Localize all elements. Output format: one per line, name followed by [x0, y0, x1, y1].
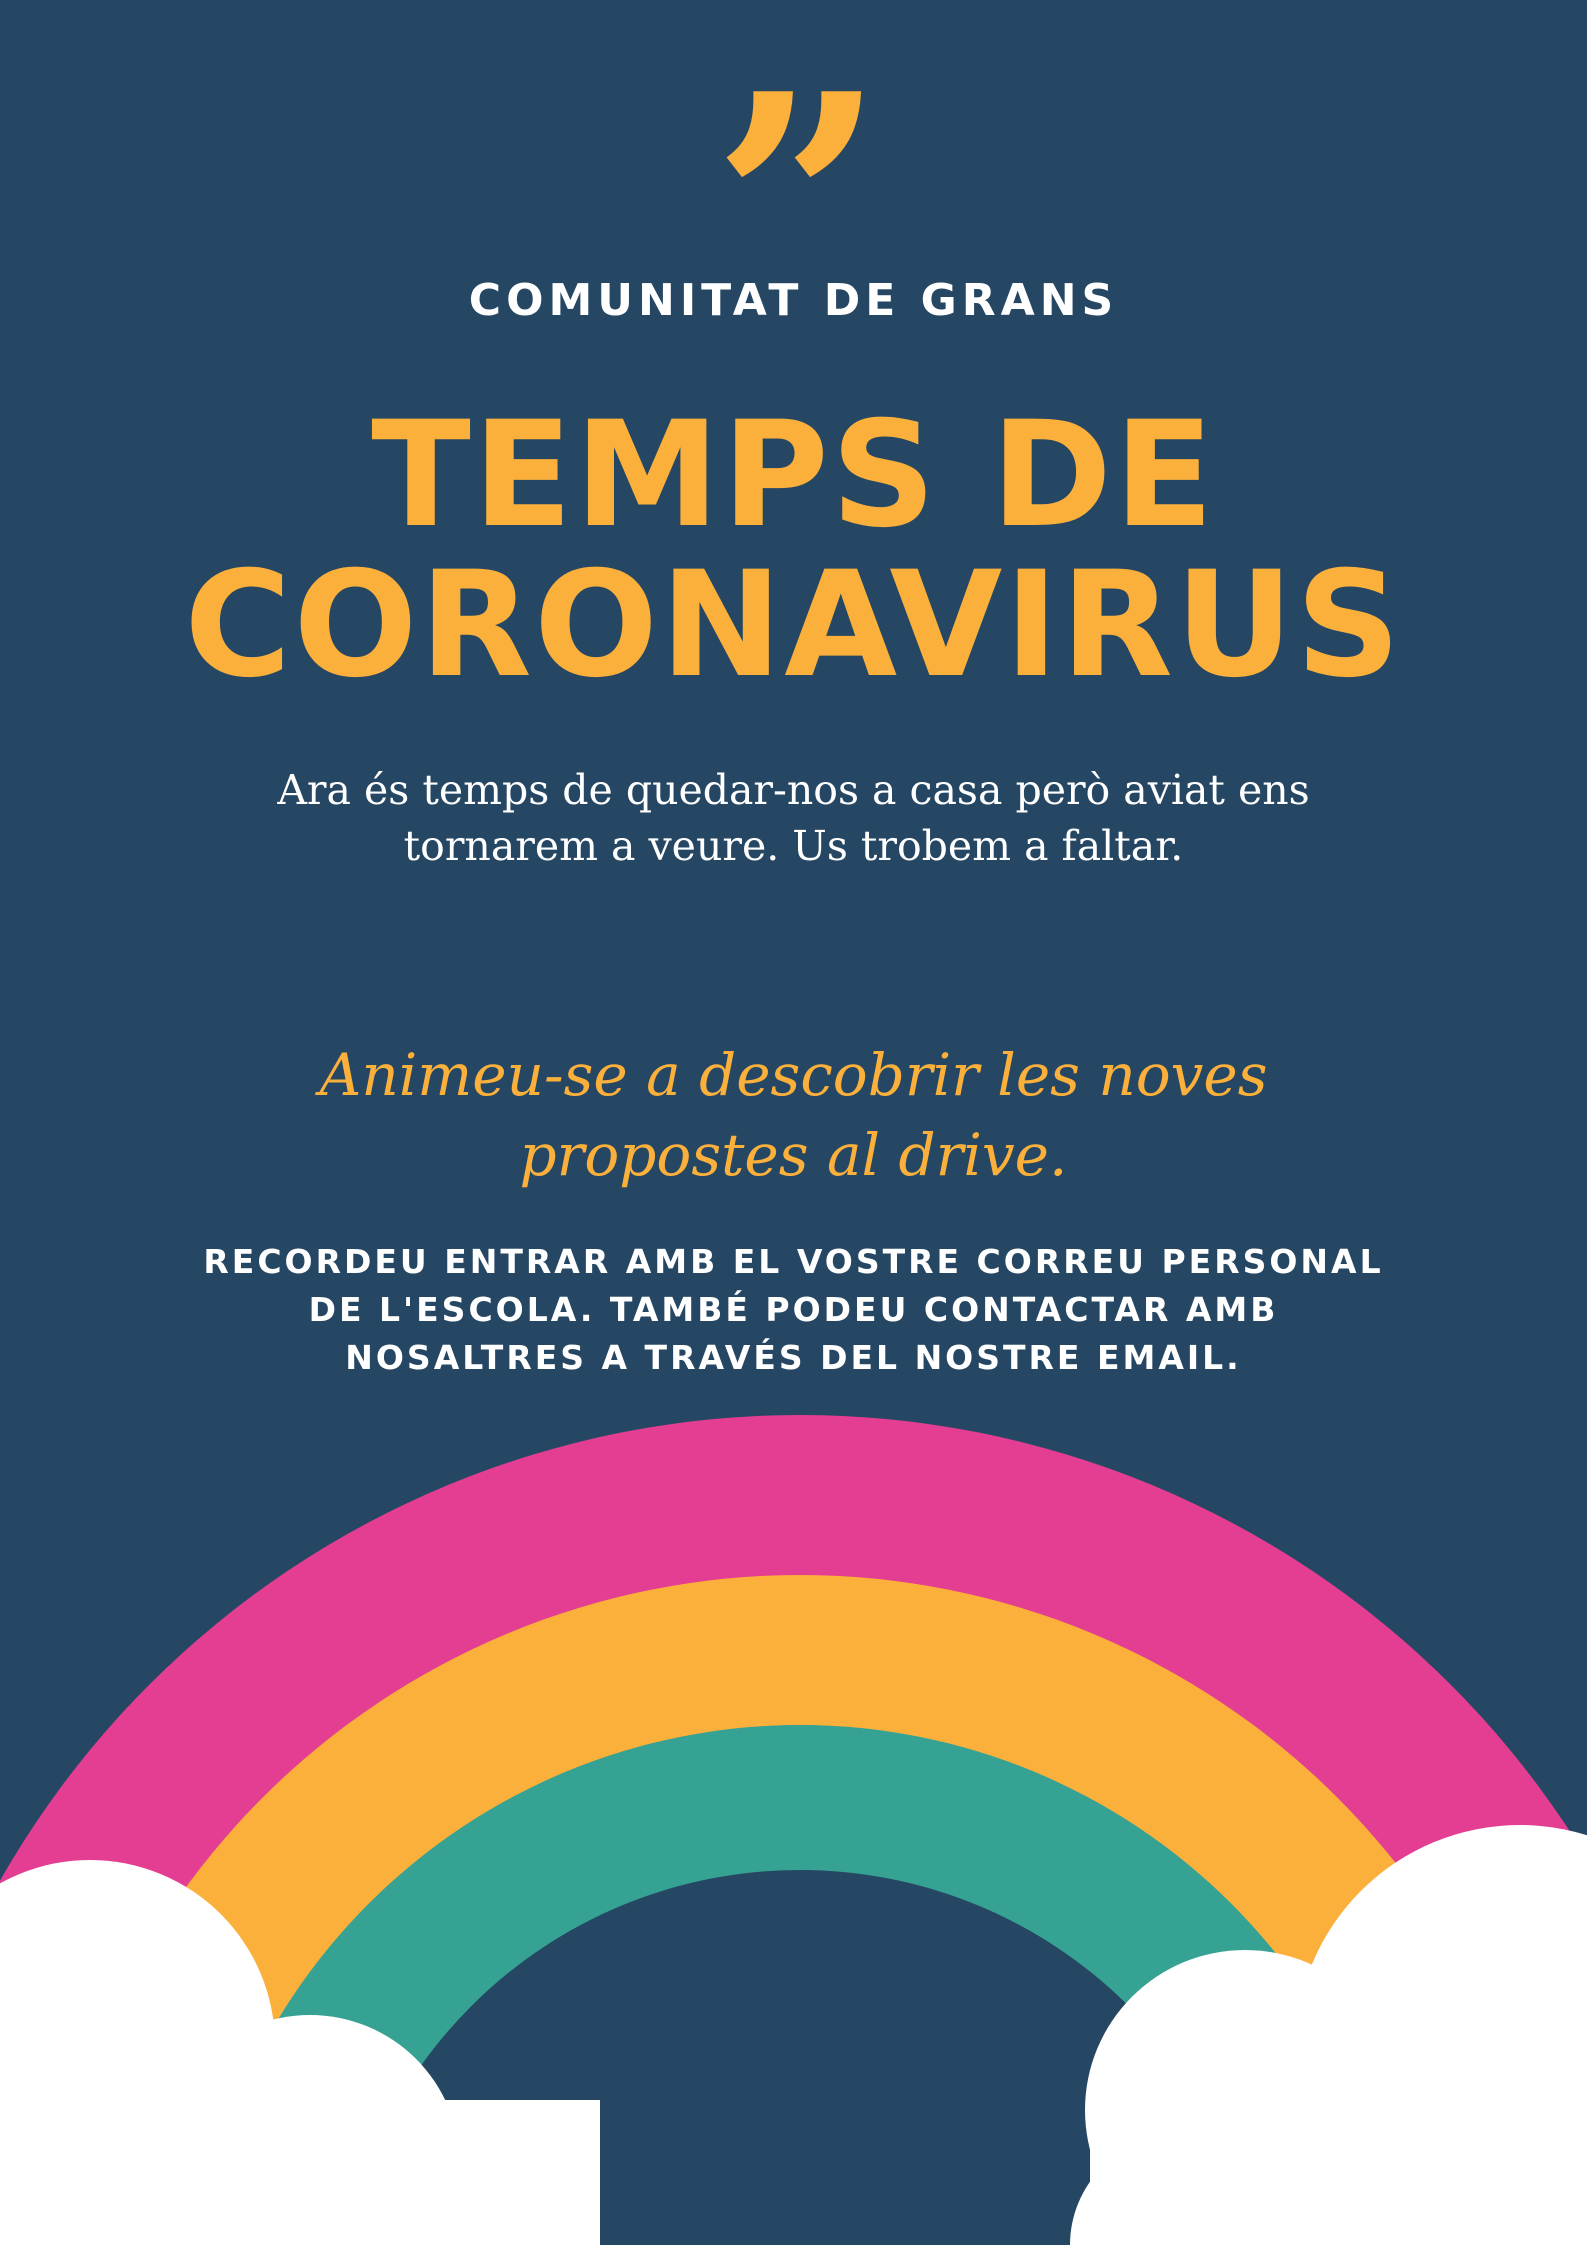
reminder-line-1: RECORDEU ENTRAR AMB EL VOSTRE CORREU PERSONAL [203, 1242, 1384, 1281]
body-line-1: Ara és temps de quedar-nos a casa però aviat ens [277, 766, 1310, 814]
invitation-line-2: propostes al drive. [519, 1121, 1068, 1189]
invitation-line-1: Animeu-se a descobrir les noves [319, 1041, 1268, 1109]
title-line-2: CORONAVIRUS [184, 540, 1403, 710]
kicker-text: COMUNITAT DE GRANS [468, 275, 1119, 326]
title-line-1: TEMPS DE [371, 390, 1216, 560]
reminder-line-2: DE L'ESCOLA. TAMBÉ PODEU CONTACTAR AMB [308, 1290, 1279, 1329]
quote-icon: ” [712, 28, 875, 381]
body-line-2: tornarem a veure. Us trobem a faltar. [403, 822, 1184, 870]
reminder-line-3: NOSALTRES A TRAVÉS DEL NOSTRE EMAIL. [345, 1338, 1242, 1377]
